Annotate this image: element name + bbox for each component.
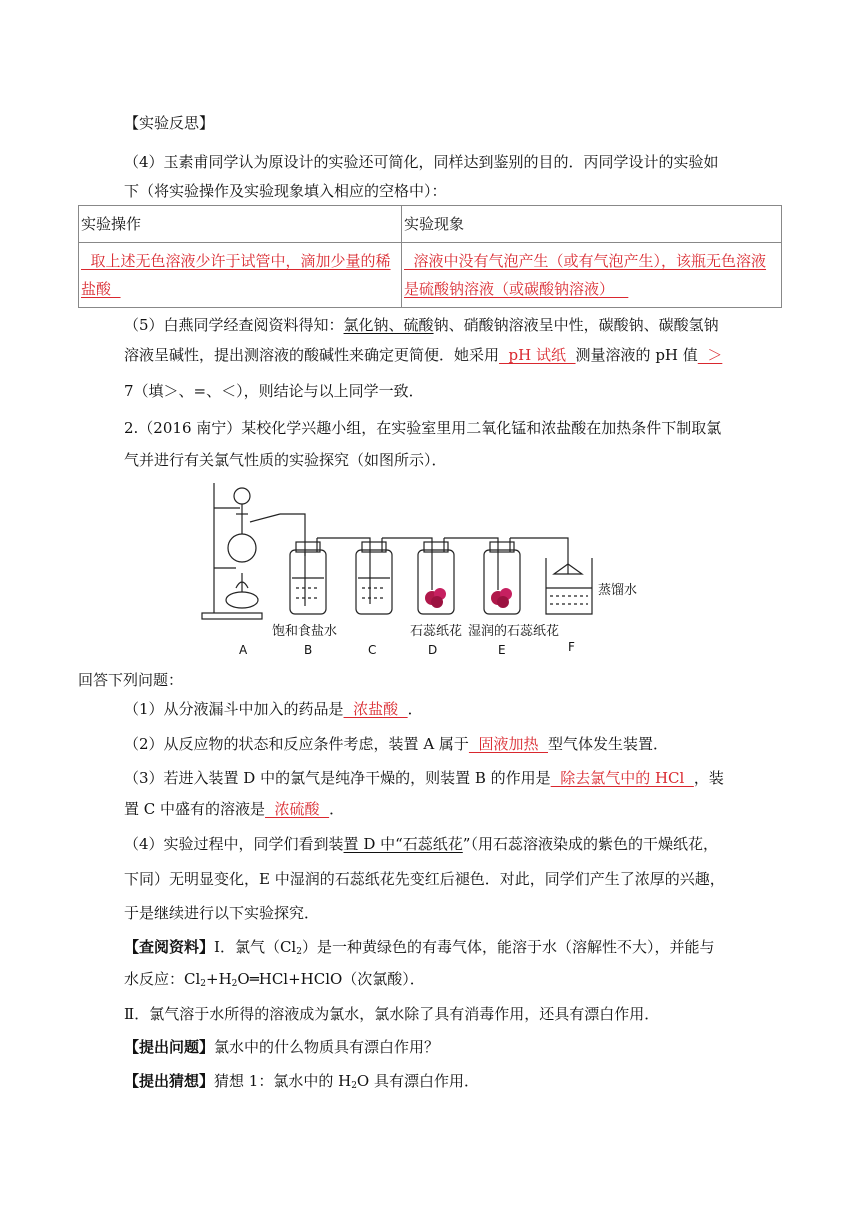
apparatus-figure — [200, 478, 650, 658]
answer-prompt: 回答下列问题： — [78, 671, 184, 689]
a2-line: （2）从反应物的状态和反应条件考虑，装置 A 属于 固液加热 型气体发生装置． — [124, 735, 669, 753]
guess-line: 【提出猜想】猜想 1：氯水中的 $H_2O$ 具有漂白作用． — [124, 1072, 479, 1091]
q5-line3: 7（填＞、=、＜），则结论与以上同学一致． — [124, 382, 424, 400]
q5-line2: 溶液呈碱性，提出测溶液的酸碱性来确定更简便．她采用 pH 试纸 测量溶液的 pH 值 ＞ — [124, 346, 723, 364]
label-d: 石蕊纸花 — [410, 624, 463, 639]
a4-line1: （4）实验过程中，同学们看到装置 D 中“石蕊纸花”（用石蕊溶液染成的紫色的干燥纸花， — [124, 835, 718, 853]
letter-a: A — [239, 643, 248, 657]
label-f: 蒸馏水 — [598, 583, 638, 598]
info-line3: Ⅱ．氯气溶于水所得的溶液成为氯水，氯水除了具有消毒作用，还具有漂白作用． — [124, 1005, 660, 1023]
answer-3a: 除去氯气中的 HCl — [550, 769, 694, 787]
info-line1: 【查阅资料】Ⅰ．氯气$(Cl_2)$是一种黄绿色的有毒气体，能溶于水（溶解性不大），并能与 — [124, 938, 715, 957]
answer-2: 固液加热 — [468, 735, 548, 753]
problem2-line2: 气并进行有关氯气性质的实验探究（如图所示）． — [124, 451, 447, 469]
letter-e: E — [498, 643, 506, 657]
a1-line: （1）从分液漏斗中加入的药品是 浓盐酸 ． — [124, 700, 423, 718]
answer-1: 浓盐酸 — [343, 700, 408, 718]
answer-phenomenon-1: 溶液中没有气泡产生（或有气泡产生），该瓶无色溶液 — [404, 252, 767, 270]
answer-operation-2: 盐酸 — [81, 280, 121, 298]
answer-ph-paper: pH 试纸 — [499, 346, 576, 364]
answer-3b: 浓硫酸 — [265, 800, 330, 818]
letter-f: F — [568, 640, 575, 654]
answer-phenomenon-2: 是硫酸钠溶液（或碳酸钠溶液） — [404, 280, 629, 298]
cell-phenomenon — [402, 243, 782, 308]
table-row — [79, 243, 782, 308]
problem2-line1: 2.（2016 南宁）某校化学兴趣小组，在实验室里用二氧化锰和浓盐酸在加热条件下制取氯 — [124, 419, 722, 437]
answer-operation-1: 取上述无色溶液少许于试管中，滴加少量的稀 — [81, 252, 391, 270]
a4-line2: 下同）无明显变化，E 中湿润的石蕊纸花先变红后褪色．对此，同学们产生了浓厚的兴趣， — [124, 870, 725, 888]
q5-line1: （5）白燕同学经查阅资料得知：氯化钠、硫酸钠、硝酸钠溶液呈中性，碳酸钠、碳酸氢钠 — [124, 316, 719, 334]
letter-c: C — [368, 643, 377, 657]
info-line2: 水反应：$Cl_2+H_2O═HCl+HClO$（次氯酸）． — [124, 970, 425, 989]
q5-underlined: 氯化钠、硫酸 — [343, 316, 434, 334]
header-operation: 实验操作 — [79, 206, 402, 243]
reflection-heading: 【实验反思】 — [124, 114, 215, 132]
q4-line2: 下（将实验操作及实验现象填入相应的空格中）： — [124, 182, 447, 200]
litmus-flower-d — [425, 588, 446, 608]
table-header-row — [79, 206, 782, 243]
label-e: 湿润的石蕊纸花 — [468, 624, 560, 639]
experiment-table — [78, 205, 782, 308]
question-line: 【提出问题】氯水中的什么物质具有漂白作用？ — [124, 1038, 440, 1056]
a4-line3: 于是继续进行以下实验探究． — [124, 904, 320, 922]
label-b: 饱和食盐水 — [272, 624, 338, 639]
litmus-flower-e — [491, 588, 512, 608]
header-phenomenon: 实验现象 — [402, 206, 782, 243]
a3-line2: 置 C 中盛有的溶液是 浓硫酸 ． — [124, 800, 345, 818]
q4-line1: （4）玉素甫同学认为原设计的实验还可简化，同样达到鉴别的目的．丙同学设计的实验如 — [124, 153, 719, 171]
letter-d: D — [428, 643, 438, 657]
a3-line1: （3）若进入装置 D 中的氯气是纯净干燥的，则装置 B 的作用是 除去氯气中的 HCl ，装 — [124, 769, 724, 787]
a4-underlined: 置 D 中“石蕊纸花 — [343, 835, 463, 853]
answer-ph-value: ＞ — [697, 346, 723, 364]
letter-b: B — [304, 643, 313, 657]
cell-operation — [79, 243, 402, 308]
